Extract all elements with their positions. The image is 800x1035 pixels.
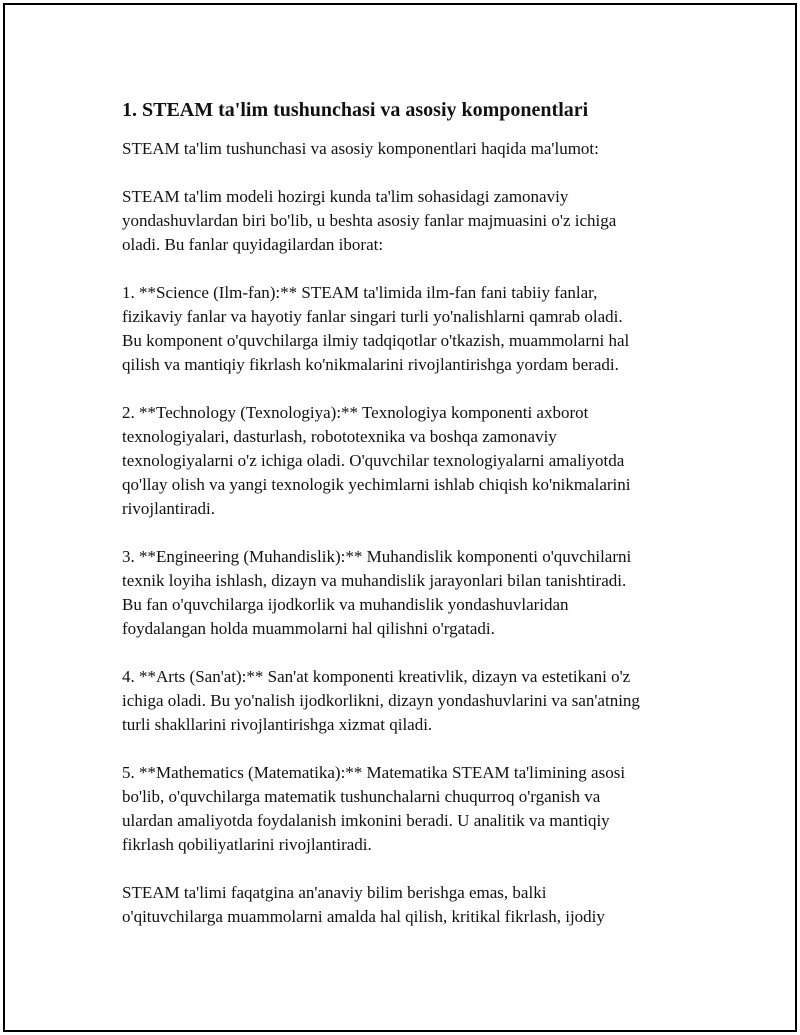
text-line: bo'lib, o'quvchilarga matematik tushunchalarni chuqurroq o'rganish va <box>122 787 601 806</box>
text-line: oladi. Bu fanlar quyidagilardan iborat: <box>122 235 384 254</box>
text-line: STEAM ta'limi faqatgina an'anaviy bilim berishga emas, balki <box>122 883 547 902</box>
text-line: texnologiyalarni o'z ichiga oladi. O'quvchilar texnologiyalarni amaliyotda <box>122 451 625 470</box>
text-line: 2. **Technology (Texnologiya):** Texnologiya komponenti axborot <box>122 403 589 422</box>
text-line: rivojlantiradi. <box>122 499 216 518</box>
text-line: 5. **Mathematics (Matematika):** Matematika STEAM ta'limining asosi <box>122 763 626 782</box>
text-line: ichiga oladi. Bu yo'nalish ijodkorlikni, dizayn yondashuvlarini va san'atning <box>122 691 640 710</box>
text-line: fizikaviy fanlar va hayotiy fanlar singari turli yo'nalishlarni qamrab oladi. <box>122 307 623 326</box>
section-heading: 1. STEAM ta'lim tushunchasi va asosiy komponentlari <box>122 99 589 121</box>
overview-paragraph <box>122 185 702 257</box>
arts-paragraph <box>122 665 702 737</box>
text-line: foydalangan holda muammolarni hal qilishni o'rgatadi. <box>122 619 495 638</box>
text-line: Bu fan o'quvchilarga ijodkorlik va muhandislik yondashuvlaridan <box>122 595 569 614</box>
text-line: ulardan amaliyotda foydalanish imkonini beradi. U analitik va mantiqiy <box>122 811 610 830</box>
text-line: 4. **Arts (San'at):** San'at komponenti kreativlik, dizayn va estetikani o'z <box>122 667 631 686</box>
document-page <box>3 3 797 1032</box>
text-line: o'qituvchilarga muammolarni amalda hal qilish, kritikal fikrlash, ijodiy <box>122 907 605 926</box>
text-line: turli shakllarini rivojlantirishga xizmat qiladi. <box>122 715 433 734</box>
text-line: 3. **Engineering (Muhandislik):** Muhandislik komponenti o'quvchilarni <box>122 547 632 566</box>
intro-paragraph <box>122 137 702 161</box>
engineering-paragraph <box>122 545 702 641</box>
text-line: STEAM ta'lim modeli hozirgi kunda ta'lim sohasidagi zamonaviy <box>122 187 569 206</box>
text-line: qilish va mantiqiy fikrlash ko'nikmalarini rivojlantirishga yordam beradi. <box>122 355 619 374</box>
mathematics-paragraph <box>122 761 702 857</box>
text-line: 1. **Science (Ilm-fan):** STEAM ta'limida ilm-fan fani tabiiy fanlar, <box>122 283 598 302</box>
technology-paragraph <box>122 401 702 521</box>
text-line: qo'llay olish va yangi texnologik yechimlarni ishlab chiqish ko'nikmalarini <box>122 475 631 494</box>
text-line: yondashuvlardan biri bo'lib, u beshta asosiy fanlar majmuasini o'z ichiga <box>122 211 617 230</box>
text-line: STEAM ta'lim tushunchasi va asosiy komponentlari haqida ma'lumot: <box>122 139 599 158</box>
text-line: fikrlash qobiliyatlarini rivojlantiradi. <box>122 835 372 854</box>
science-paragraph <box>122 281 702 377</box>
text-line: Bu komponent o'quvchilarga ilmiy tadqiqotlar o'tkazish, muammolarni hal <box>122 331 630 350</box>
document-body <box>122 97 702 953</box>
closing-paragraph <box>122 881 702 929</box>
text-line: texnologiyalari, dasturlash, robototexnika va boshqa zamonaviy <box>122 427 557 446</box>
text-line: texnik loyiha ishlash, dizayn va muhandislik jarayonlari bilan tanishtiradi. <box>122 571 627 590</box>
